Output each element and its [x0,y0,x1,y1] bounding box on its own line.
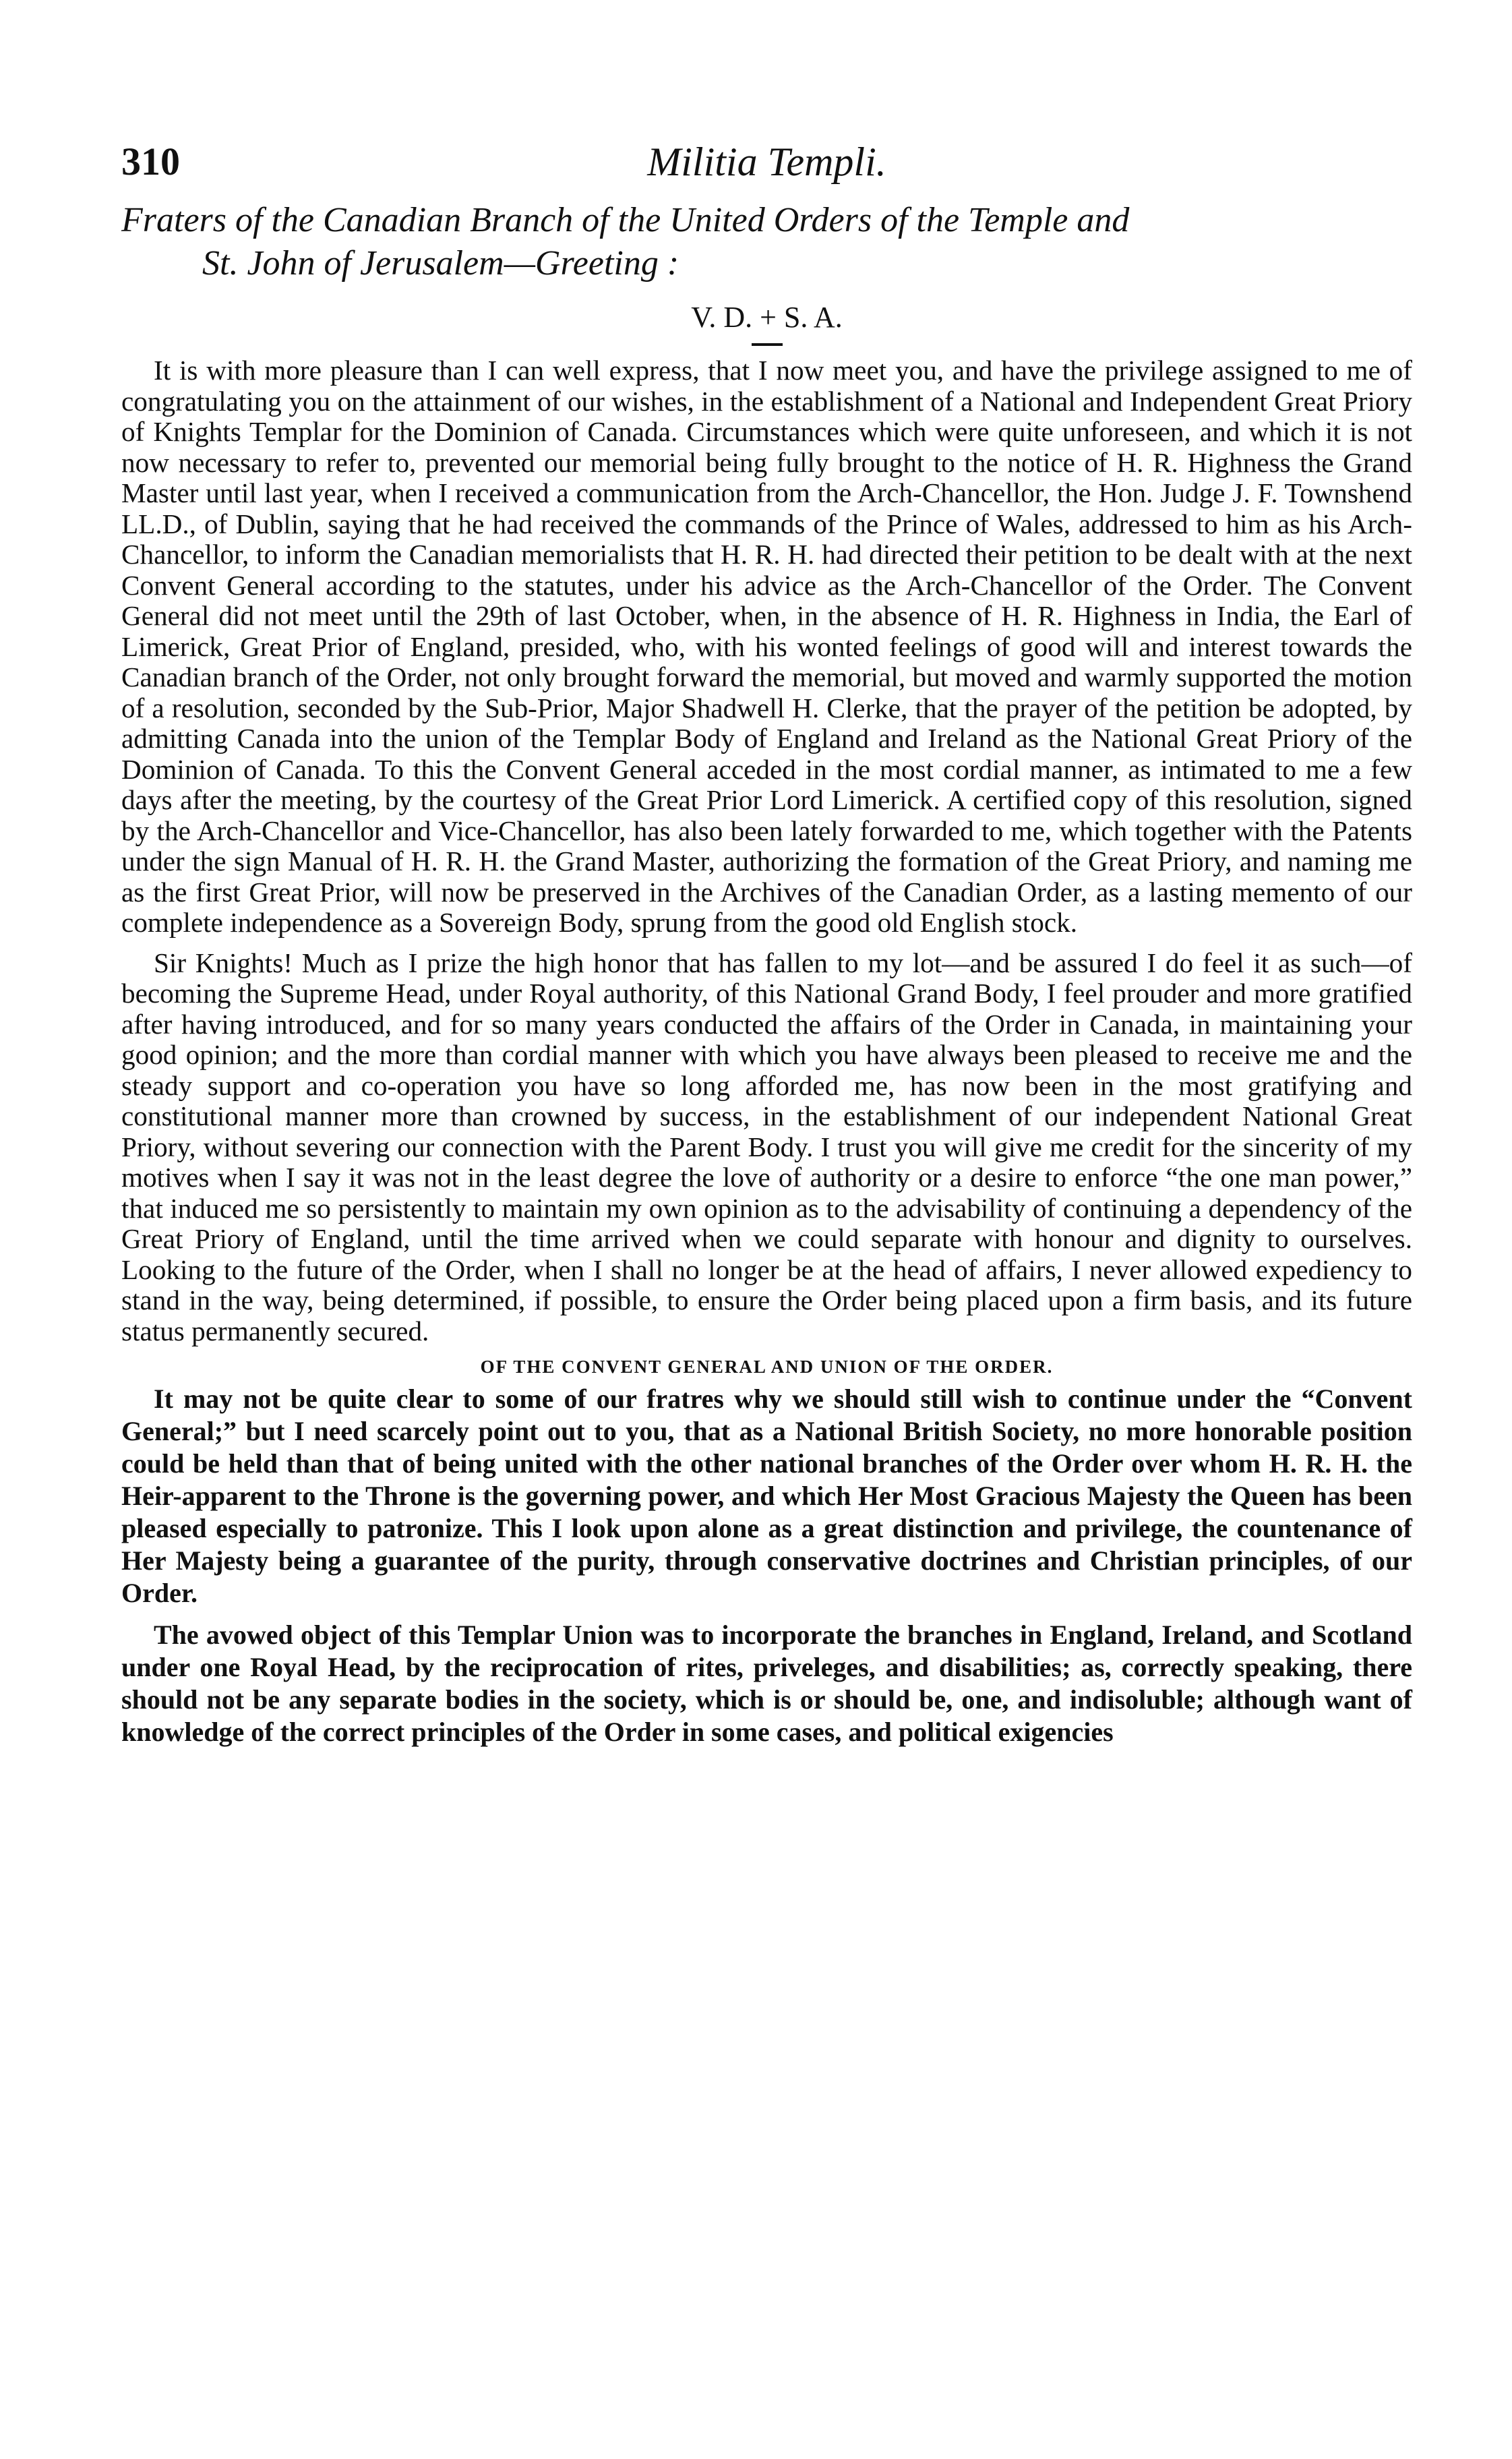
paragraph: Sir Knights! Much as I prize the high honor that has fallen to my lot—and be assured I do feel it as such—of becoming the Supreme Head, under Royal authority, of this National Grand Body, I feel prouder and more gratified after having introduced, and for so many years conducted the affairs of the Order in Canada, in maintaining your good opinion; and the more than cordial manner with which you have always been pleased to receive me and the steady support and co-operation you have so long afforded me, has now been in the most gratifying and constitutional manner more than crowned by success, in the establishment of our independent National Great Priory, without severing our connection with the Parent Body. I trust you will give me credit for the sincerity of my motives when I say it was not in the least degree the love of authority or a desire to enforce “the one man power,” that induced me so persistently to maintain my own opinion as to the advisability of continuing a dependency of the Great Priory of England, until the time arrived when we could separate with honour and dignity to ourselves. Looking to the future of the Order, when I shall no longer be at the head of affairs, I never allowed expediency to stand in the way, being determined, if possible, to ensure the Order being placed upon a firm basis, and its future status permanently secured. [121,947,1412,1346]
motto-rule [752,343,783,346]
salutation-line-2: St. John of Jerusalem—Greeting : [202,244,679,283]
motto: V. D. + S. A. [691,301,843,334]
salutation-line-1: Fraters of the Canadian Branch of the United Orders of the Temple and [121,201,1130,239]
paragraph: It may not be quite clear to some of our fratres why we should still wish to continue under the “Convent General;” but I need scarcely point out to you, that as a National British Society, no more honorable position could be held than that of being united with the other national branches of the Order over whom H. R. H. the Heir-apparent to the Throne is the governing power, and which Her Most Gracious Majesty the Queen has been pleased especially to patronize. This I look upon alone as a great distinction and privilege, the countenance of Her Majesty being a guarantee of the purity, through conservative doctrines and Christian principles, of our Order. [121,1384,1412,1608]
page-header [121,135,1412,199]
paragraph: The avowed object of this Templar Union was to incorporate the branches in England, Ireland, and Scotland under one Royal Head, by the reciprocation of rites, priveleges, and disabilities; as, correctly speaking, there should not be any separate bodies in the society, which is or should be, one, and indisoluble; although want of knowledge of the correct principles of the Order in some cases, and political exigencies [121,1620,1412,1747]
salutation [121,199,1412,285]
page-number: 310 [121,140,180,183]
running-title: Militia Templi. [647,140,886,184]
paragraph: It is with more pleasure than I can well express, that I now meet you, and have the privilege assigned to me of congratulating you on the attainment of our wishes, in the establishment of a National and Independent Great Priory of Knights Templar for the Dominion of Canada. Circumstances which were quite unforeseen, and which it is not now necessary to refer to, prevented our memorial being fully brought to the notice of H. R. Highness the Grand Master until last year, when I received a communication from the Arch-Chancellor, the Hon. Judge J. F. Townshend LL.D., of Dublin, saying that he had received the commands of the Prince of Wales, addressed to him as his Arch-Chancellor, to inform the Canadian memorialists that H. R. H. had directed their petition to be dealt with at the next Convent General according to the statutes, under his advice as the Arch-Chancellor of the Order. The Convent General did not meet until the 29th of last October, when, in the absence of H. R. Highness in India, the Earl of Limerick, Great Prior of England, presided, who, with his wonted feelings of good will and interest towards the Canadian branch of the Order, not only brought forward the memorial, but moved and warmly supported the motion of a resolution, seconded by the Sub-Prior, Major Shadwell H. Clerke, that the prayer of the petition be adopted, by admitting Canada into the union of the Templar Body of England and Ireland as the National Great Priory of the Dominion of Canada. To this the Convent General acceded in the most cordial manner, as intimated to me a few days after the meeting, by the courtesy of the Great Prior Lord Limerick. A certified copy of this resolution, signed by the Arch-Chancellor and Vice-Chancellor, has also been lately forwarded to me, which together with the Patents under the sign Manual of H. R. H. the Grand Master, authorizing the formation of the Great Priory, and naming me as the first Great Prior, will now be preserved in the Archives of the Canadian Order, as a lasting memento of our complete independence as a Sovereign Body, sprung from the good old English stock. [121,355,1412,938]
document-page [121,135,1412,1748]
section-heading: OF THE CONVENT GENERAL AND UNION OF THE ORDER. [480,1357,1054,1377]
